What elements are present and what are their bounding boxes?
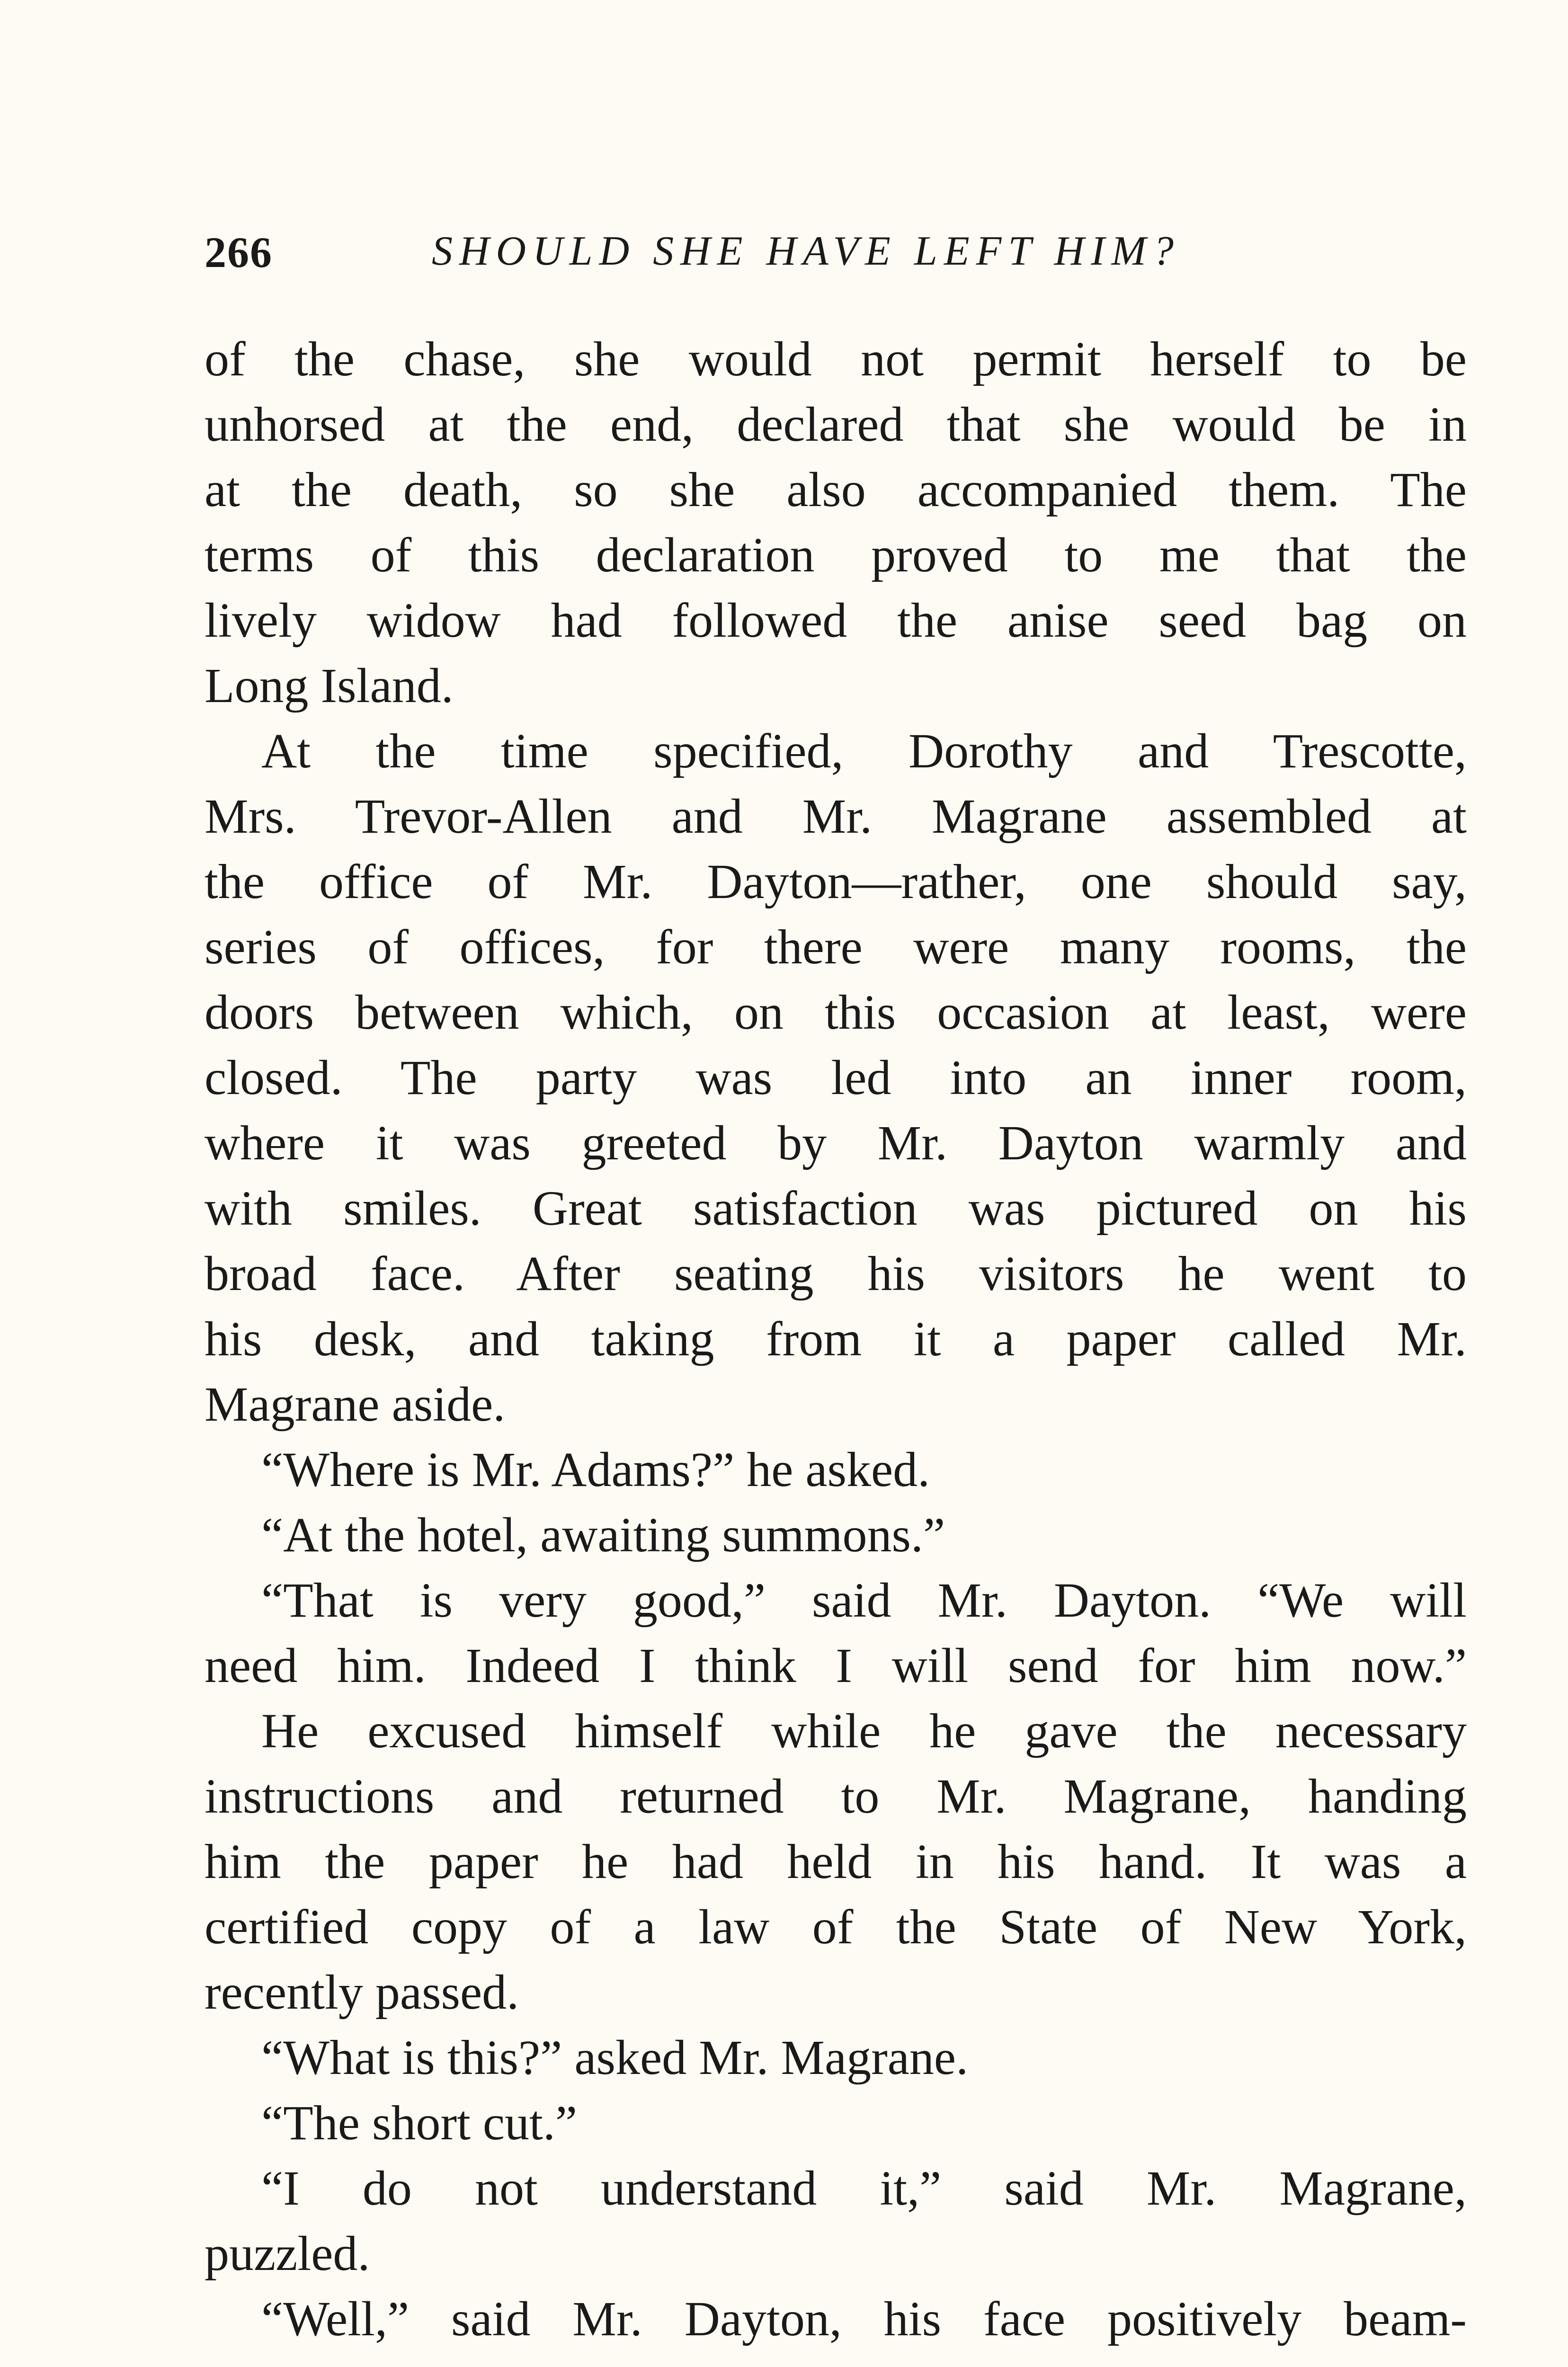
- running-head: [205, 227, 1473, 294]
- text-line: “The short cut.”: [261, 2096, 578, 2150]
- text-line: “I do not understand it,” said Mr. Magrane,: [261, 2161, 1467, 2216]
- text-line: lively widow had followed the anise seed bag on: [205, 593, 1467, 648]
- text-line: him the paper he had held in his hand. It was a: [205, 1834, 1467, 1889]
- text-line: puzzled.: [205, 2226, 370, 2281]
- running-title: SHOULD SHE HAVE LEFT HIM?: [432, 228, 1180, 274]
- text-line: certified copy of a law of the State of New York,: [205, 1900, 1467, 1954]
- text-line: Magrane aside.: [205, 1377, 506, 1432]
- text-line: Long Island.: [205, 658, 454, 713]
- text-line: of the chase, she would not permit herself to be: [205, 332, 1467, 386]
- text-line: “Where is Mr. Adams?” he asked.: [261, 1442, 930, 1497]
- text-line: broad face. After seating his visitors he went to: [205, 1246, 1467, 1301]
- text-line: the office of Mr. Dayton—rather, one should say,: [205, 854, 1467, 909]
- text-line: need him. Indeed I think I will send for him now.”: [205, 1638, 1467, 1693]
- text-line: at the death, so she also accompanied them. The: [205, 463, 1467, 517]
- text-line: series of offices, for there were many rooms, the: [205, 920, 1467, 974]
- text-line: where it was greeted by Mr. Dayton warmly and: [205, 1116, 1467, 1170]
- text-line: Mrs. Trevor-Allen and Mr. Magrane assembled at: [205, 789, 1467, 844]
- text-line: doors between which, on this occasion at least, were: [205, 985, 1467, 1040]
- text-line: unhorsed at the end, declared that she would be in: [205, 397, 1467, 452]
- text-line: terms of this declaration proved to me that the: [205, 528, 1467, 582]
- text-line: “Well,” said Mr. Dayton, his face positively beam-: [261, 2292, 1467, 2346]
- body-text: [205, 327, 1467, 2352]
- text-line: recently passed.: [205, 1965, 519, 2020]
- text-line: with smiles. Great satisfaction was pictured on his: [205, 1181, 1467, 1236]
- text-line: closed. The party was led into an inner room,: [205, 1050, 1467, 1105]
- text-line: At the time specified, Dorothy and Trescotte,: [261, 724, 1467, 778]
- text-line: “What is this?” asked Mr. Magrane.: [261, 2030, 969, 2085]
- text-line: his desk, and taking from it a paper called Mr.: [205, 1312, 1467, 1366]
- text-line: He excused himself while he gave the necessary: [261, 1704, 1467, 1758]
- text-line: “That is very good,” said Mr. Dayton. “We will: [261, 1573, 1467, 1628]
- page-number: 266: [205, 228, 273, 276]
- text-line: instructions and returned to Mr. Magrane, handing: [205, 1769, 1467, 1824]
- text-line: “At the hotel, awaiting summons.”: [261, 1508, 945, 1562]
